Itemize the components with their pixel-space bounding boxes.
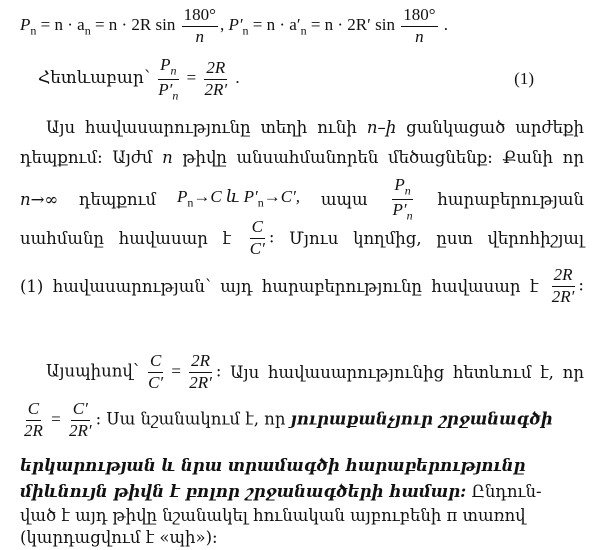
fraction-denominator: C′ [148,372,164,392]
text-word: →C′, [263,187,301,207]
text-word: Քանի [502,148,553,167]
formula-ratio [38,56,584,102]
formula-term: = n · 2R′ sin [306,15,400,35]
text-word: : [215,361,222,381]
formula-separator: , [219,15,229,35]
text-word: այդ [220,276,253,296]
text-word: հավասարության՝ [52,276,211,296]
formula-subscript: n [187,195,194,210]
text-word: սահմանը [20,228,105,248]
fraction-term: P [394,175,405,194]
text-word: հավասար [431,276,521,296]
formula-term: P′ [228,15,243,35]
text-word: հավասարությունը [85,118,251,137]
formula-perimeters [20,6,584,46]
text-word: Այսպիսով՝ [46,361,139,381]
formula-subscript: n [404,183,411,198]
text-word: հարաբերության [437,189,584,209]
text-word: ըստ [436,228,473,248]
text-word: n–ի [366,118,397,137]
text-word: (1) [20,276,44,296]
fraction-term: P [160,55,171,74]
text-segment: : Սա նշանակում է, որ [95,409,286,429]
fraction-numerator: C [250,218,265,239]
formula-term: . [439,15,449,35]
text-segment: Ընդուն- [471,482,542,501]
formula-subscript: n [242,23,249,38]
fraction-term: P′ [158,79,173,99]
fraction-term: P′ [392,199,407,219]
fraction [248,218,267,258]
fraction [182,6,218,46]
text-word: որ [562,362,584,382]
text-word: ունի [317,118,357,137]
text-word: անսահմանորեն [236,148,379,167]
text-line: (կարդացվում է «պի»): [20,528,218,547]
fraction [401,6,437,46]
fraction [156,56,180,102]
text-word: որ [562,148,584,167]
text-word: ցանկացած [406,118,506,137]
fraction-numerator: C [148,352,163,373]
formula-term: = [182,67,201,87]
text-word: ապա [320,189,368,209]
fraction [550,266,577,306]
formula-term: = n · a [36,15,85,35]
text-word: հետևում [452,362,532,382]
fraction-denominator: 2R′ [204,79,228,99]
fraction-denominator: 2R′ [551,286,575,306]
formula-term: = [46,409,65,429]
fraction-denominator: 2R′ [68,420,92,440]
text-line [20,176,584,222]
fraction-denominator: n [195,26,205,46]
text-line [20,148,584,167]
formula-term: . [231,67,240,87]
text-word: կողմից, [353,228,422,248]
fraction-denominator: C′ [249,238,265,258]
text-word: n→∞ [20,189,59,209]
fraction-denominator [156,80,180,103]
text-word: n [162,148,173,167]
formula-term: = [167,361,186,381]
text-word: արժեքի [515,118,584,137]
formula-lead-word: Հետևաբար՝ [38,67,151,87]
fraction-numerator: 2R [189,352,212,373]
emphasis-text: միևնույն թիվն է բոլոր շրջանագծերի համար: [20,482,467,501]
text-word: →C և P′ [193,187,258,207]
emphasis-text: յուրաքանչյուր շրջանագծի [290,409,553,429]
emphasis-line: երկարության և նրա տրամագծի հարաբերությունը [20,456,526,475]
text-line [20,482,584,501]
text-word: Այս [46,118,76,137]
text-line [20,218,584,258]
fraction-numerator [158,56,178,80]
fraction [187,352,214,392]
formula-subscript: n [172,87,179,102]
fraction-numerator: 2R [204,59,227,80]
fraction [67,400,94,440]
text-word: հավասար [118,228,208,248]
formula-subscript: n [300,23,307,38]
text-word: : [578,275,584,295]
fraction-numerator: C [26,400,41,421]
formula-subscript: n [170,63,177,78]
text-word: տեղի [260,118,308,137]
formula-subscript: n [406,207,413,222]
fraction [146,352,165,392]
text-line [46,118,584,137]
text-line: ված է այդ թիվը նշանակել հունական այբուբենի π տառով [20,506,526,525]
formula-subscript: n [30,23,37,38]
fraction [22,400,45,440]
text-word: թիվը [182,148,227,167]
text-word: է, [540,362,554,382]
text-word: դեպքում: [20,148,103,167]
formula-subscript: n [84,23,91,38]
text-word: վերոհիշյալ [487,228,584,248]
fraction-numerator: 180° [182,6,218,27]
fraction-numerator: 2R [552,266,575,287]
text-line [20,266,584,306]
formula-term: = n · a′ [248,15,301,35]
fraction [202,59,229,99]
formula-term: P [20,15,31,35]
fraction [391,176,415,222]
text-word: Այժմ [112,148,153,167]
text-word: դեպքում [79,189,157,209]
formula-term: = n · 2R sin [90,15,180,35]
text-line [20,400,584,440]
text-line [46,352,584,392]
fraction-numerator: C′ [71,400,90,421]
text-word: : [268,227,275,247]
text-word: հավասարությունից [268,362,445,382]
formula-subscript: n [257,195,264,210]
fraction-numerator: 180° [401,6,437,27]
text-word: մեծացնենք: [388,148,493,167]
text-word: է [529,276,539,296]
text-word: է [222,228,232,248]
text-word: Այս [230,362,260,382]
equation-number: (1) [514,69,534,89]
fraction-denominator: 2R′ [189,372,212,392]
text-word: P [176,187,188,207]
fraction-denominator: n [415,26,424,46]
text-word: Մյուս [289,228,339,248]
text-word: հարաբերությունը [261,276,423,296]
fraction-denominator: 2R [24,420,43,440]
